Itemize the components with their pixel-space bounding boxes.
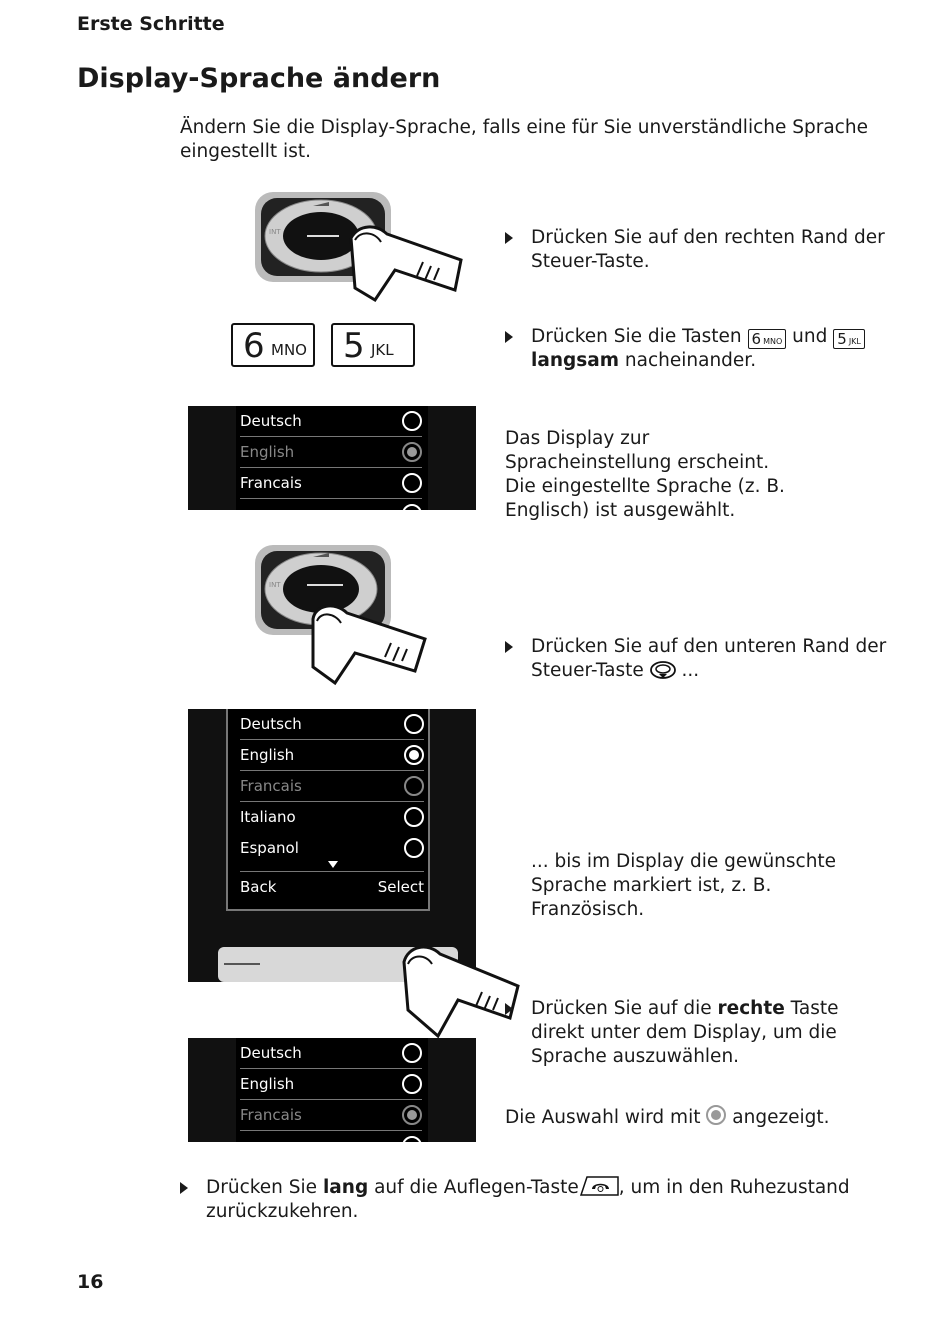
display-screen-1: Deutsch English Francais: [188, 406, 476, 510]
softkey-select-label: Select: [377, 878, 424, 896]
section-title: Erste Schritte: [77, 13, 225, 35]
bullet-arrow-icon: [505, 331, 513, 343]
bullet-arrow-icon: [505, 641, 513, 653]
key-6-mno: 6 MNO: [231, 323, 315, 367]
key-5-jkl: 5 JKL: [331, 323, 415, 367]
step-press-right: Drücken Sie auf den rechten Rand der Steuer-Taste.: [505, 226, 891, 274]
end-call-key-icon: [579, 1176, 619, 1196]
radio-icon: [404, 776, 424, 796]
step-selection-shown: Die Auswahl wird mit angezeigt.: [505, 1107, 830, 1128]
control-key-down-icon: [650, 661, 676, 679]
page-title: Display-Sprache ändern: [77, 63, 441, 94]
key-5-inline: 5 JKL: [833, 329, 865, 349]
svg-text:INT: INT: [269, 581, 281, 589]
radio-selected-icon: [402, 1105, 422, 1125]
display-screen-3: Deutsch English Francais: [188, 1038, 476, 1142]
intro-text: Ändern Sie die Display-Sprache, falls eine für Sie unverständliche Sprache eingestellt ist.: [180, 117, 868, 162]
step-until-selected: ... bis im Display die gewünschte Sprache markiert ist, z. B. Französisch.: [531, 851, 837, 920]
softkey-back-label: Back: [240, 878, 277, 896]
step-press-right-softkey: Drücken Sie auf die rechte Taste direkt unter dem Display, um die Sprache auszuwählen.: [505, 997, 891, 1069]
page-number: 16: [77, 1271, 104, 1293]
radio-icon: [402, 1074, 422, 1094]
scroll-down-arrow-icon: [328, 861, 338, 868]
step-return-idle: Drücken Sie lang auf die Auflegen-Taste , um in den Ruhezustand zurückzukehren.: [180, 1176, 896, 1224]
bullet-arrow-icon: [505, 232, 513, 244]
step-press-down: Drücken Sie auf den unteren Rand der Steuer-Taste ...: [505, 635, 891, 683]
radio-icon: [404, 807, 424, 827]
radio-icon: [404, 714, 424, 734]
svg-text:INT: INT: [269, 228, 281, 236]
radio-selected-icon: [706, 1105, 726, 1125]
display-screen-2: Deutsch English Francais Italiano Espanol Back Select: [188, 709, 476, 982]
radio-icon: [404, 838, 424, 858]
radio-icon: [402, 1136, 422, 1142]
bullet-arrow-icon: [180, 1182, 188, 1194]
radio-icon: [402, 411, 422, 431]
control-key-illustration-down: [255, 543, 435, 698]
radio-selected-icon: [402, 442, 422, 462]
bullet-arrow-icon: [505, 1003, 513, 1015]
control-key-illustration-right: [255, 190, 465, 315]
key-6-inline: 6 MNO: [748, 329, 787, 349]
radio-icon: [402, 504, 422, 510]
radio-icon: [402, 1043, 422, 1063]
step-press-keys: Drücken Sie die Tasten 6 MNO und 5 JKL langsam nacheinander.: [505, 325, 891, 373]
radio-selected-icon: [404, 745, 424, 765]
step-display-appears: Das Display zur Spracheinstellung erscheint. Die eingestellte Sprache (z. B. Englisch) ist ausgewählt.: [505, 428, 785, 521]
radio-icon: [402, 473, 422, 493]
